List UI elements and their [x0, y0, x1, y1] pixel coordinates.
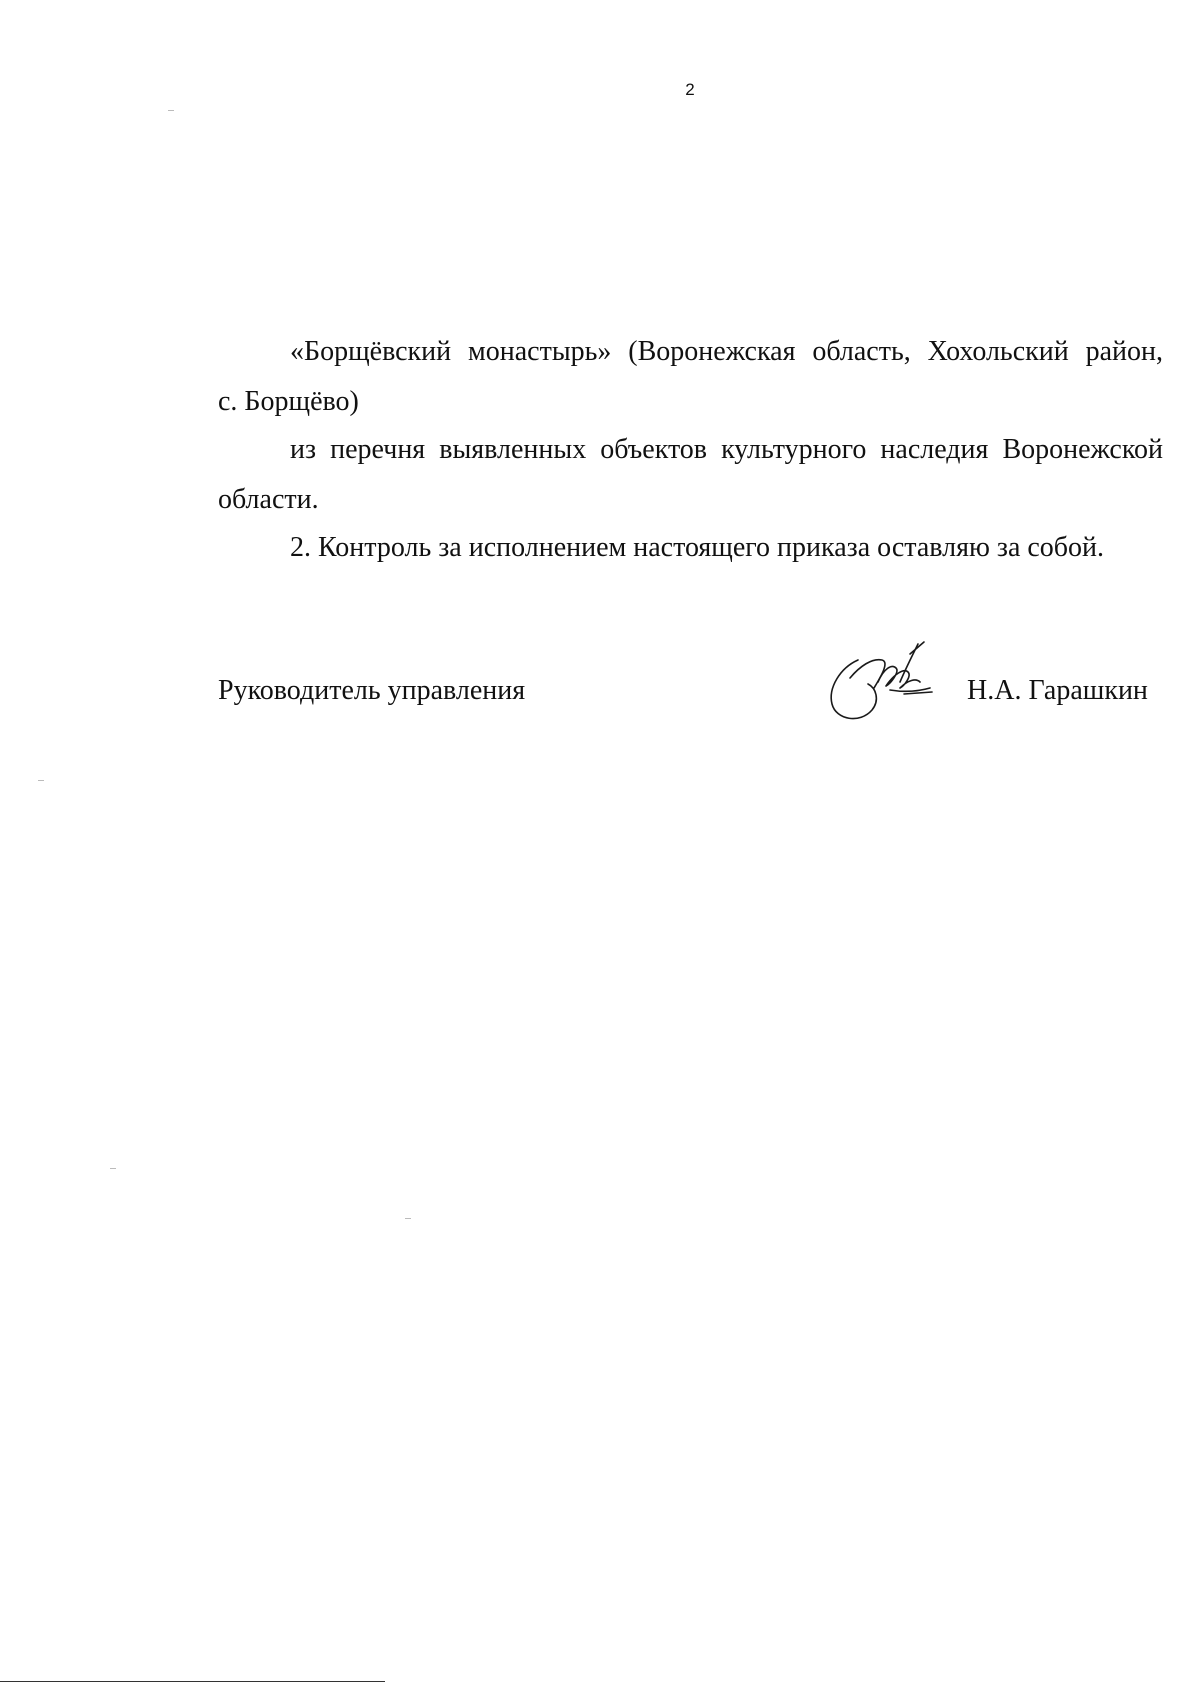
handwritten-signature: [820, 638, 940, 728]
scan-speck: [110, 1168, 116, 1169]
signatory-title: Руководитель управления: [218, 675, 526, 706]
footer-rule: [0, 1681, 385, 1682]
scan-speck: [38, 780, 44, 781]
paragraph-2-line-1: из перечня выявленных объектов культурного наследия Воронежской: [290, 434, 1163, 465]
scan-speck: [168, 110, 174, 111]
paragraph-1-line-1: «Борщёвский монастырь» (Воронежская область, Хохольский район,: [290, 336, 1163, 367]
signatory-name: Н.А. Гарашкин: [967, 675, 1148, 706]
paragraph-2-line-2: области.: [218, 484, 319, 515]
page-number: 2: [685, 80, 695, 99]
paragraph-1-line-2: с. Борщёво): [218, 386, 359, 417]
paragraph-3: 2. Контроль за исполнением настоящего приказа оставляю за собой.: [290, 532, 1105, 563]
scan-speck: [405, 1218, 411, 1219]
